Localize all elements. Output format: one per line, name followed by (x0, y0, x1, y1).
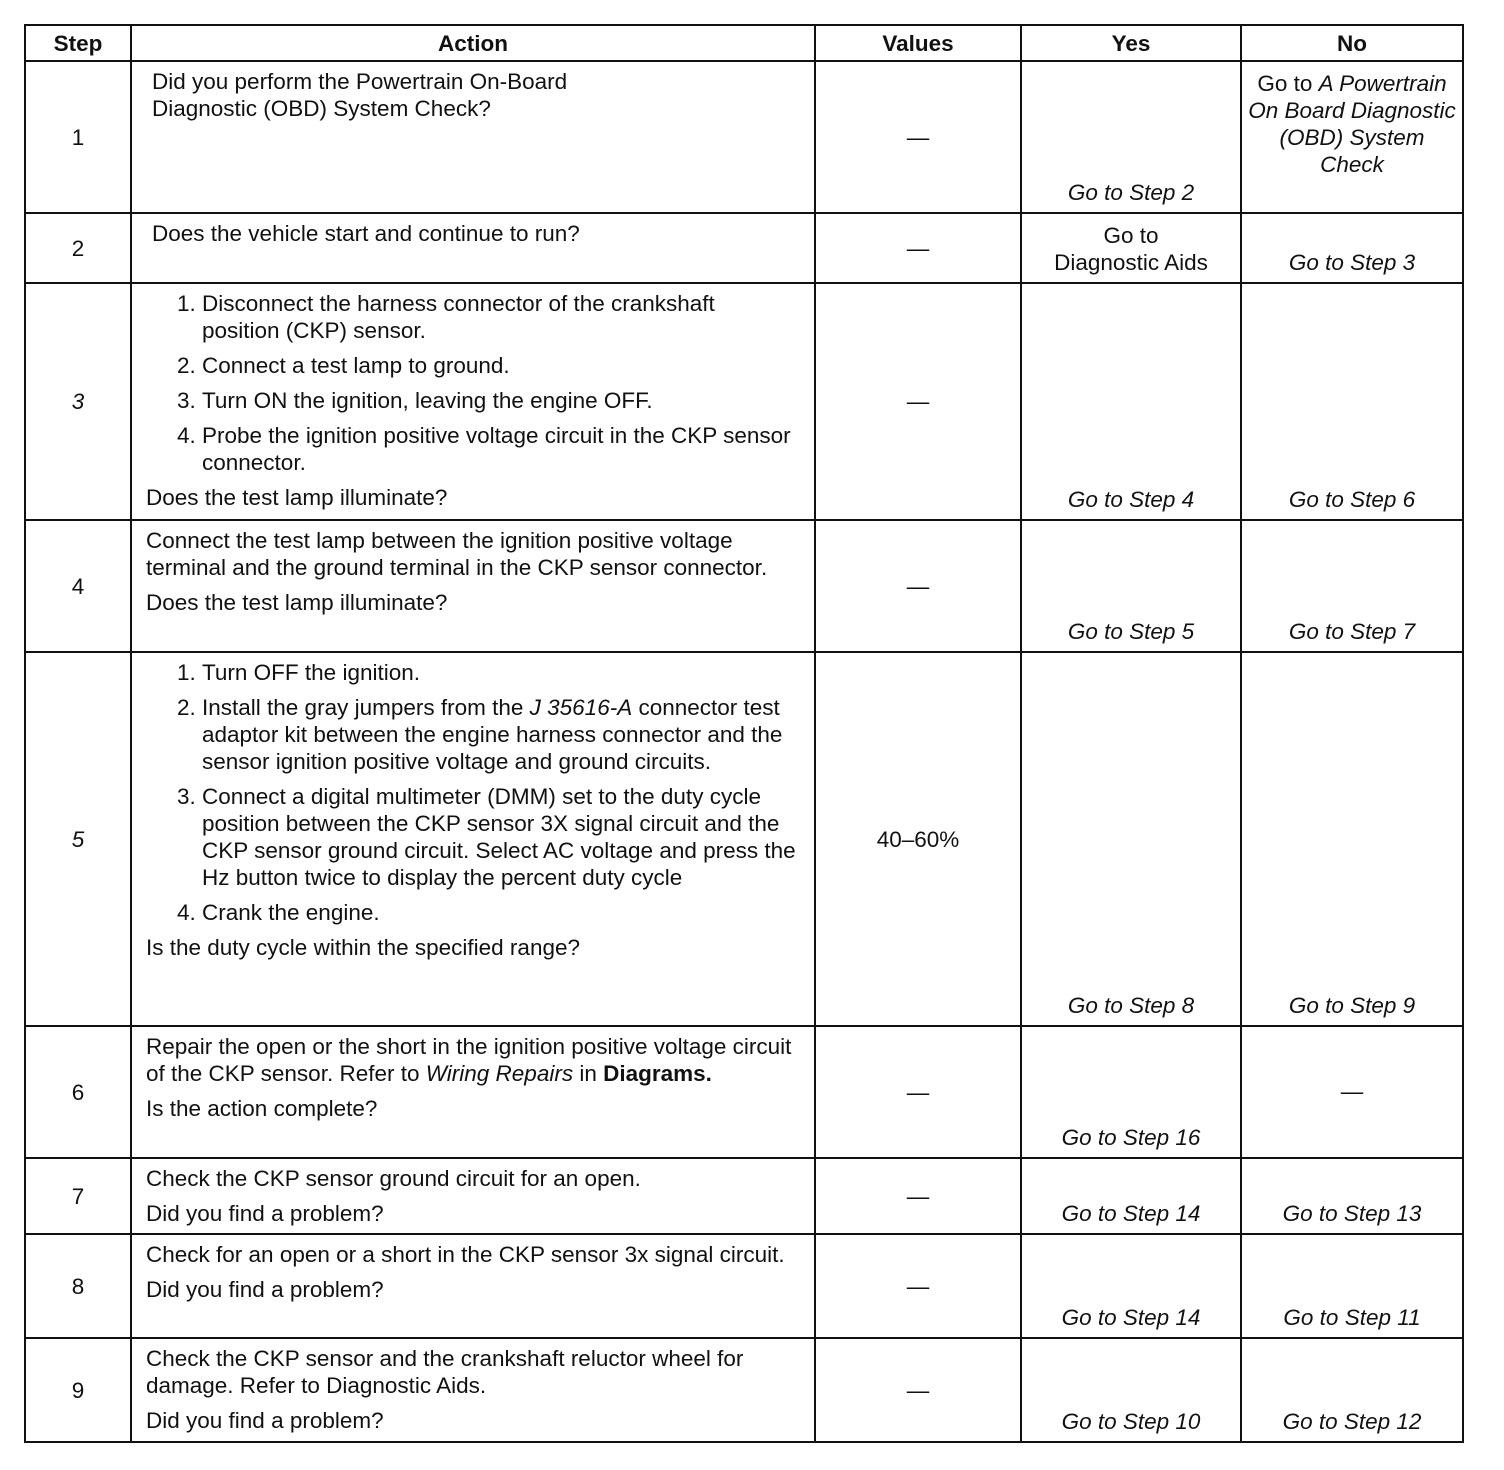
action-text: Check for an open or a short in the CKP sensor 3x signal circuit. (146, 1242, 785, 1267)
table-row (25, 1338, 1463, 1442)
action-cell (131, 1338, 815, 1442)
yes-cell[interactable]: Go to Step 10 (1021, 1338, 1241, 1442)
no-cell[interactable]: Go to Step 11 (1241, 1234, 1463, 1338)
no-cell[interactable]: Go to Step 7 (1241, 520, 1463, 652)
action-step: 1. Disconnect the harness connector of the crankshaft position (CKP) sensor. (202, 290, 796, 344)
action-step-text: Install the gray jumpers from the (202, 695, 530, 720)
tool-reference: J 35616-A (529, 695, 633, 720)
no-prefix: Go to (1257, 71, 1319, 96)
action-step: 1. Turn OFF the ignition. (202, 659, 804, 686)
action-text-part: Repair the open or the short in the ignition positive voltage circuit of the CKP sensor. Refer to (146, 1034, 792, 1086)
step-number: 2 (25, 213, 131, 283)
action-question: Did you find a problem? (146, 1277, 384, 1302)
action-cell (131, 520, 815, 652)
table-row (25, 61, 1463, 213)
table-row (25, 1026, 1463, 1158)
yes-cell[interactable]: Go to Step 14 (1021, 1158, 1241, 1234)
action-cell (131, 213, 815, 283)
table-row (25, 1234, 1463, 1338)
action-text: Connect the test lamp between the ignition positive voltage terminal and the ground terminal in the CKP sensor connector. (146, 528, 768, 580)
action-question: Does the test lamp illuminate? (146, 590, 448, 615)
step-number: 7 (25, 1158, 131, 1234)
table-row (25, 1158, 1463, 1234)
step-number: 6 (25, 1026, 131, 1158)
header-row (25, 25, 1463, 61)
action-question: Is the action complete? (146, 1096, 378, 1121)
step-number: 5 (25, 652, 131, 1026)
step-number: 8 (25, 1234, 131, 1338)
value-cell: — (815, 1026, 1021, 1158)
value-cell: — (815, 213, 1021, 283)
header-values: Values (815, 25, 1021, 61)
action-steps (146, 659, 804, 926)
no-cell[interactable]: Go to Step 6 (1241, 283, 1463, 520)
no-cell[interactable]: Go to Step 13 (1241, 1158, 1463, 1234)
action-text-part: in (573, 1061, 604, 1086)
diagnostic-table (24, 24, 1464, 1443)
step-number: 4 (25, 520, 131, 652)
header-yes: Yes (1021, 25, 1241, 61)
action-cell (131, 1026, 815, 1158)
reference-link[interactable]: Wiring Repairs (425, 1061, 574, 1086)
table-row (25, 520, 1463, 652)
action-question: Did you find a problem? (146, 1408, 384, 1433)
action-cell (131, 1234, 815, 1338)
value-cell: — (815, 61, 1021, 213)
action-step (202, 694, 804, 775)
yes-cell[interactable]: Go to Diagnostic Aids (1021, 213, 1241, 283)
step-number: 3 (25, 283, 131, 520)
step-number: 9 (25, 1338, 131, 1442)
value-cell: 40–60% (815, 652, 1021, 1026)
no-cell[interactable]: Go to Step 3 (1241, 213, 1463, 283)
value-cell: — (815, 1234, 1021, 1338)
action-question: Did you find a problem? (146, 1201, 384, 1226)
table-row (25, 652, 1463, 1026)
value-cell: — (815, 1338, 1021, 1442)
table-row (25, 283, 1463, 520)
yes-cell[interactable]: Go to Step 16 (1021, 1026, 1241, 1158)
yes-cell[interactable]: Go to Step 14 (1021, 1234, 1241, 1338)
yes-cell[interactable]: Go to Step 2 (1021, 61, 1241, 213)
value-cell: — (815, 520, 1021, 652)
header-no: No (1241, 25, 1463, 61)
no-cell: — (1241, 1026, 1463, 1158)
action-step: 4. Probe the ignition positive voltage circuit in the CKP sensor connector. (202, 422, 796, 476)
value-cell: — (815, 1158, 1021, 1234)
action-step: 4. Crank the engine. (202, 899, 804, 926)
action-text (146, 1033, 804, 1087)
reference-section: Diagrams. (603, 1061, 712, 1086)
action-step: 2. Connect a test lamp to ground. (202, 352, 796, 379)
no-cell[interactable]: Go to Step 12 (1241, 1338, 1463, 1442)
action-step: 3. Turn ON the ignition, leaving the engine OFF. (202, 387, 796, 414)
yes-cell[interactable]: Go to Step 5 (1021, 520, 1241, 652)
action-cell (131, 1158, 815, 1234)
value-cell: — (815, 283, 1021, 520)
action-text: Check the CKP sensor and the crankshaft reluctor wheel for damage. Refer to Diagnostic Aids. (146, 1346, 744, 1398)
action-cell (131, 652, 815, 1026)
action-step: 3. Connect a digital multimeter (DMM) set to the duty cycle position between the CKP sensor 3X signal circuit and the CKP sensor ground circuit. Select AC voltage and press the Hz button twice to display the percent duty cycle (202, 783, 804, 891)
action-step-text: connector test adaptor kit between the engine harness connector and the sensor ignition positive voltage and ground circuits. (202, 695, 783, 774)
action-cell (131, 283, 815, 520)
table-row (25, 213, 1463, 283)
action-steps (146, 290, 796, 476)
yes-cell[interactable]: Go to Step 8 (1021, 652, 1241, 1026)
step-number: 1 (25, 61, 131, 213)
action-question: Does the test lamp illuminate? (146, 485, 448, 510)
no-cell[interactable]: Go to Step 9 (1241, 652, 1463, 1026)
no-link[interactable]: A Powertrain On Board Diagnostic (OBD) System Check (1248, 71, 1456, 177)
action-question: Is the duty cycle within the specified range? (146, 935, 580, 960)
action-cell (131, 61, 815, 213)
header-action: Action (131, 25, 815, 61)
yes-cell[interactable]: Go to Step 4 (1021, 283, 1241, 520)
action-text: Check the CKP sensor ground circuit for an open. (146, 1166, 641, 1191)
action-question: Does the vehicle start and continue to run? (152, 221, 580, 246)
action-question: Did you perform the Powertrain On-Board Diagnostic (OBD) System Check? (152, 69, 568, 121)
no-cell[interactable] (1241, 61, 1463, 213)
header-step: Step (25, 25, 131, 61)
